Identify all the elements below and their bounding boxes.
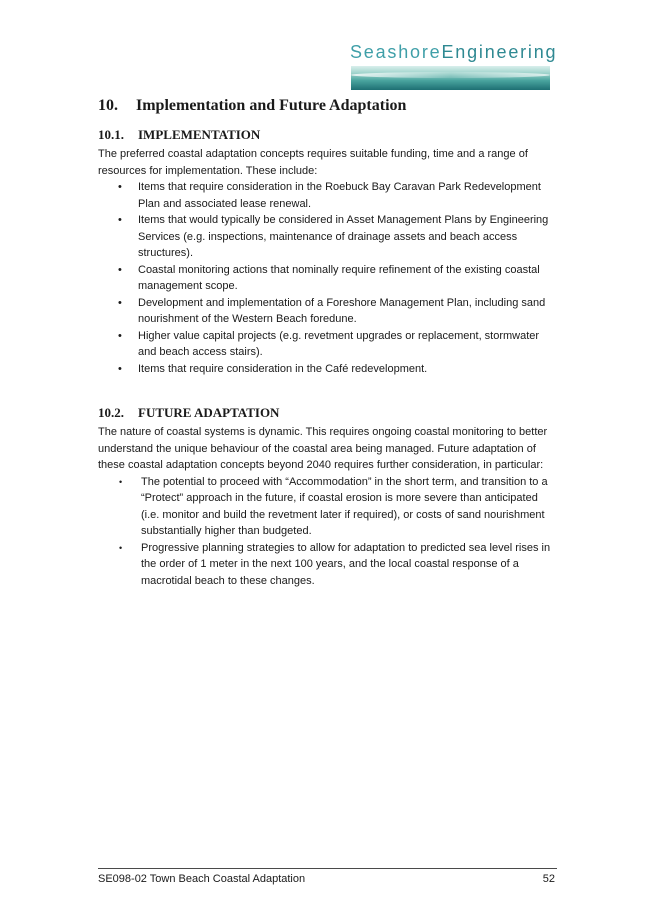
list-item: • Development and implementation of a Foreshore Management Plan, including sand nourishment of the Western Beach foredune. bbox=[98, 295, 558, 328]
section-number: 10. bbox=[98, 97, 118, 114]
list-item: • Items that would typically be considered in Asset Management Plans by Engineering Services (e.g. inspections, maintenance of drainage assets and beach access structures). bbox=[98, 212, 558, 262]
future-adaptation-number: 10.2. bbox=[98, 405, 124, 420]
logo-wave-band bbox=[351, 66, 550, 90]
list-item: • The potential to proceed with “Accommodation” in the short term, and transition to a “Protect” approach in the future, if coastal erosion is more severe than anticipated (i.e. monitor and build the revetment later if required), or costs of sand nourishment substantially higher than budgeted. bbox=[98, 474, 558, 540]
implementation-heading bbox=[98, 127, 558, 143]
logo-word-engineering: Engineering bbox=[441, 42, 558, 62]
list-item: • Higher value capital projects (e.g. revetment upgrades or replacement, stormwater and beach access stairs). bbox=[98, 328, 558, 361]
implementation-intro: The preferred coastal adaptation concepts requires suitable funding, time and a range of resources for implementation. These include: bbox=[98, 148, 528, 177]
implementation-number: 10.1. bbox=[98, 127, 124, 142]
logo-word-seashore: Seashore bbox=[350, 42, 442, 62]
list-item: • Coastal monitoring actions that nominally require refinement of the existing coastal management scope. bbox=[98, 262, 558, 295]
page-footer bbox=[98, 868, 557, 886]
footer-page-number: 52 bbox=[542, 873, 555, 885]
future-adaptation-heading bbox=[98, 405, 558, 421]
future-adaptation-list bbox=[98, 474, 558, 590]
logo-wave-highlight bbox=[351, 72, 550, 78]
page-content bbox=[98, 96, 558, 589]
logo-wordmark bbox=[350, 42, 558, 63]
list-item: • Progressive planning strategies to allow for adaptation to predicted sea level rises in the order of 1 meter in the next 100 years, and the local coastal response of a macrotidal beach to these changes. bbox=[98, 540, 558, 590]
section-heading bbox=[98, 96, 558, 116]
future-adaptation-intro: The nature of coastal systems is dynamic. This requires ongoing coastal monitoring to better understand the unique behaviour of the coastal area being managed. Future adaptation of these coastal adaptation concepts beyond 2040 requires further consideration, in particular: bbox=[98, 426, 548, 471]
implementation-list bbox=[98, 179, 558, 377]
footer-doc-ref: SE098-02 Town Beach Coastal Adaptation bbox=[98, 873, 306, 885]
implementation-title: IMPLEMENTATION bbox=[138, 127, 261, 142]
list-item: • Items that require consideration in the Café redevelopment. bbox=[98, 361, 558, 378]
future-adaptation-title: FUTURE ADAPTATION bbox=[138, 405, 280, 420]
company-logo bbox=[350, 42, 558, 90]
section-title: Implementation and Future Adaptation bbox=[136, 97, 407, 114]
list-item: • Items that require consideration in the Roebuck Bay Caravan Park Redevelopment Plan and associated lease renewal. bbox=[98, 179, 558, 212]
